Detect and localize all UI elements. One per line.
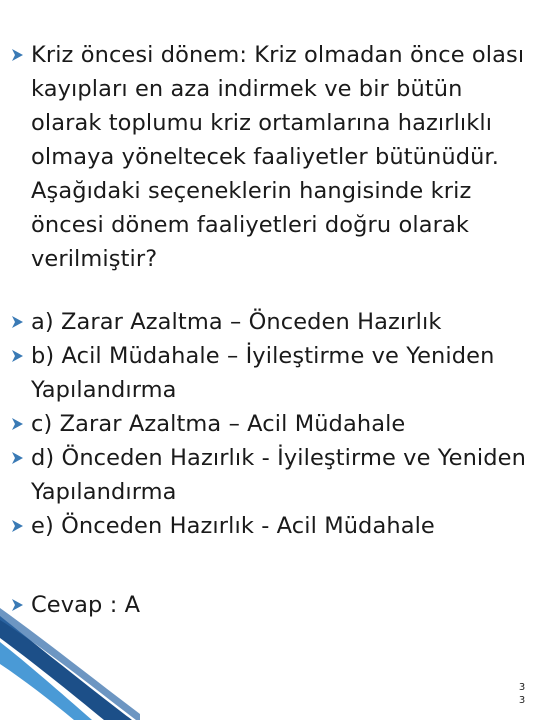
bullet-arrow-icon <box>11 339 24 373</box>
option-text: b) Acil Müdahale – İyileştirme ve Yeniden Yapılandırma <box>31 343 495 403</box>
option-e <box>0 509 540 543</box>
option-text: c) Zarar Azaltma – Acil Müdahale <box>31 411 406 437</box>
bullet-arrow-icon <box>11 38 24 72</box>
bullet-arrow-icon <box>11 305 24 339</box>
page-number-line-1: 3 <box>518 682 526 693</box>
question-block <box>0 38 540 276</box>
option-text: d) Önceden Hazırlık - İyileştirme ve Yeniden Yapılandırma <box>31 445 526 505</box>
answer-text: Cevap : A <box>31 592 141 618</box>
option-b <box>0 339 540 407</box>
option-d <box>0 441 540 509</box>
options-list <box>0 305 540 543</box>
corner-swoosh-decoration <box>0 608 140 720</box>
question-item <box>0 38 540 276</box>
option-a <box>0 305 540 339</box>
option-text: a) Zarar Azaltma – Önceden Hazırlık <box>31 309 442 335</box>
question-text: Kriz öncesi dönem: Kriz olmadan önce olası kayıpları en aza indirmek ve bir bütün olarak toplumu kriz ortamlarına hazırlıklı olmaya yöneltecek faaliyetler bütünüdür. Aşağıdaki seçeneklerin hangisinde kriz öncesi dönem faaliyetleri doğru olarak verilmiştir? <box>31 42 525 272</box>
option-text: e) Önceden Hazırlık - Acil Müdahale <box>31 513 435 539</box>
option-c <box>0 407 540 441</box>
page-number <box>512 681 532 707</box>
bullet-arrow-icon <box>11 407 24 441</box>
bullet-arrow-icon <box>11 441 24 475</box>
bullet-arrow-icon <box>11 509 24 543</box>
page-number-line-2: 3 <box>518 695 526 706</box>
